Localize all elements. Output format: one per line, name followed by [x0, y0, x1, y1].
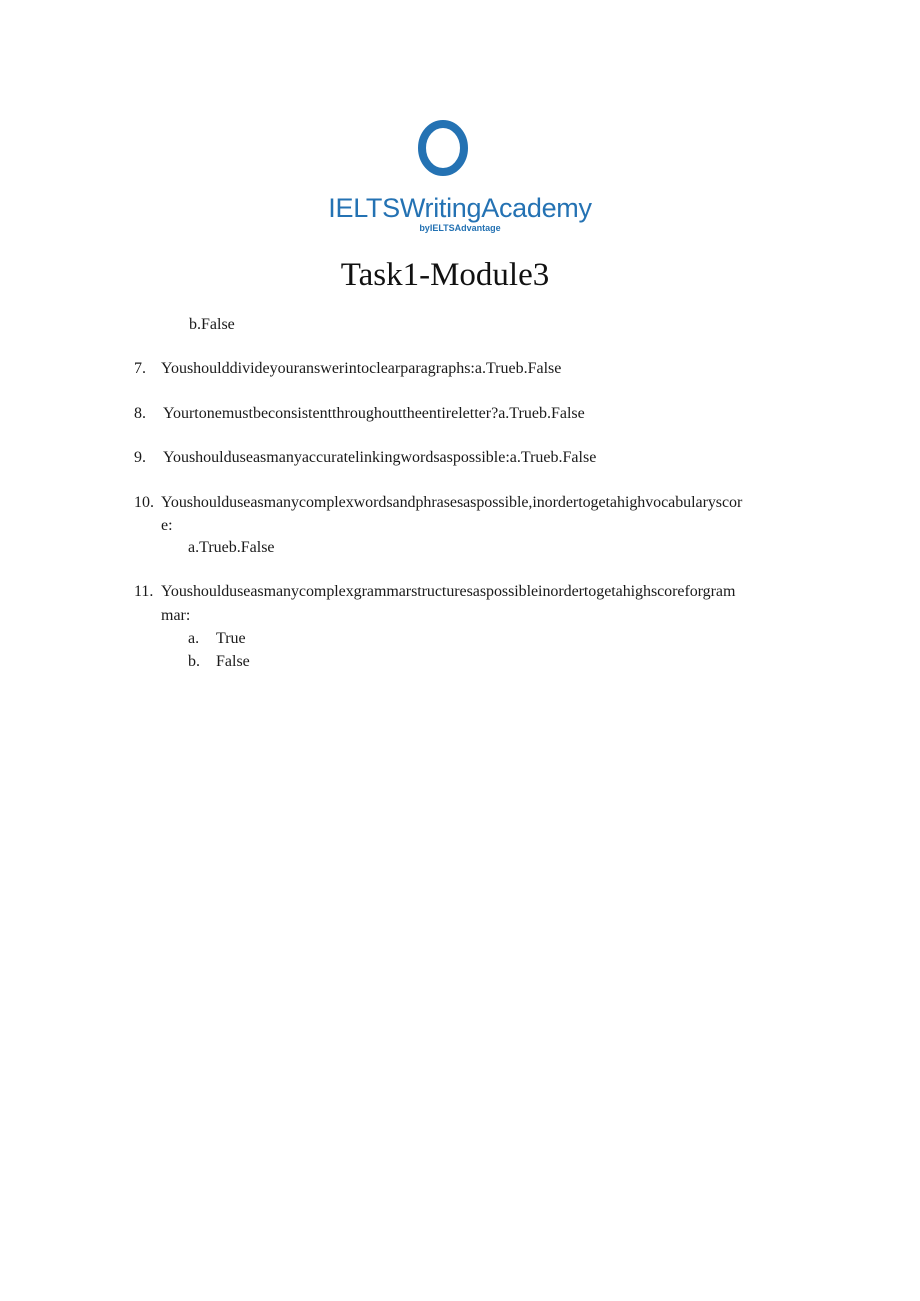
question-text-continued: e: — [161, 517, 173, 534]
question-number: 7. — [134, 360, 146, 377]
brand-title: IELTSWritingAcademy — [328, 193, 592, 223]
logo-mark — [416, 119, 470, 177]
option-b-text: False — [216, 653, 250, 670]
question-text-continued: mar: — [161, 607, 191, 624]
question-text: Youshoulduseasmanycomplexwordsandphrasesaspossible,inordertogetahighvocabularyscor — [161, 494, 743, 511]
page-title: Task1-Module3 — [340, 257, 550, 293]
question-text: Youshoulduseasmanycomplexgrammarstructuresaspossibleinordertogetahighscoreforgram — [161, 583, 736, 600]
question-options: a.Trueb.False — [188, 539, 275, 556]
carryover-option: b.False — [189, 316, 235, 333]
option-b-letter: b. — [188, 653, 200, 670]
question-number: 8. — [134, 405, 146, 422]
question-number: 11. — [134, 583, 154, 600]
option-a-text: True — [216, 630, 246, 647]
question-text: Youshoulduseasmanyaccuratelinkingwordsaspossible:a.Trueb.False — [163, 449, 597, 466]
question-number: 10. — [134, 494, 154, 511]
question-text: Youshoulddivideyouranswerintoclearparagraphs:a.Trueb.False — [161, 360, 562, 377]
question-text: Yourtonemustbeconsistentthroughouttheentireletter?a.Trueb.False — [163, 405, 585, 422]
brand-subtitle: byIELTSAdvantage — [419, 223, 501, 233]
question-number: 9. — [134, 449, 146, 466]
option-a-letter: a. — [188, 630, 200, 647]
